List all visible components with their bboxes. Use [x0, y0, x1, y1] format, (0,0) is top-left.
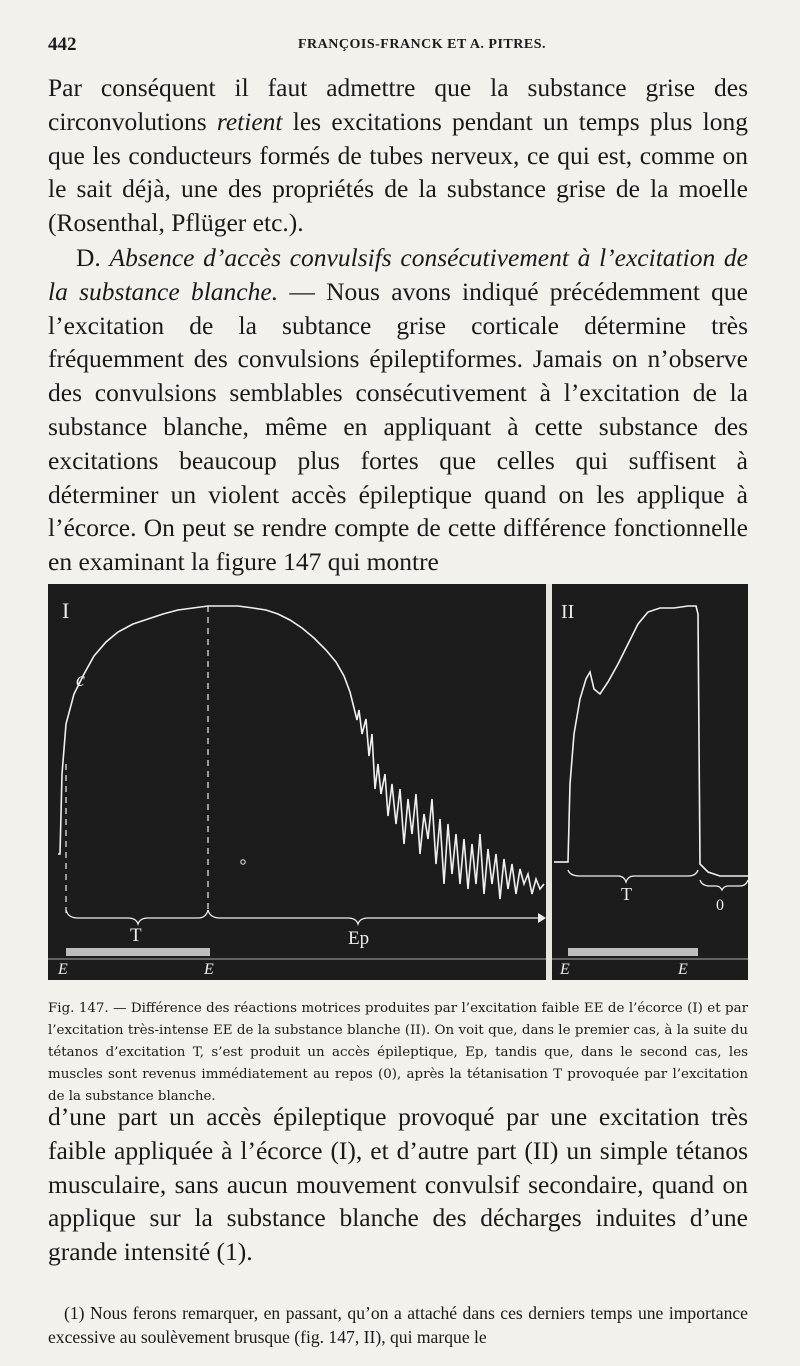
- label-e-right-2: E: [678, 961, 688, 978]
- paragraph-1: [48, 71, 748, 240]
- label-t-right: T: [621, 884, 632, 904]
- panel-left-background: [48, 584, 546, 980]
- label-ep: Ep: [348, 928, 370, 949]
- footnote-text: (1) Nous ferons remarquer, en passant, qu’on a attaché dans ces derniers temps une importance excessive au soulèvement brusque (fig. 147, II), qui marque le: [48, 1302, 748, 1347]
- paragraph-1-text-b: les excitations pendant un temps plus long que les conducteurs formés de tubes nerveux, ce qui est, comme on le sait déjà, une des propriétés de la substance grise de la moelle (Rosenthal, Pflüger etc.).: [48, 106, 748, 238]
- figure-147: [48, 584, 748, 980]
- label-t-left: T: [130, 925, 142, 946]
- paragraph-1-italic: retient: [216, 106, 283, 136]
- paragraph-2-body: — Nous avons indiqué précédemment que l’excitation de la subtance grise corticale détermine très fréquemment des convulsions épileptiformes. Jamais on n’observe des convulsions semblables consécutivement à l’excitation de la substance blanche, même en appliquant à cette substance des excitations beaucoup plus fortes que celles qui suffisent à déterminer un violent accès épileptique quand on les applique à l’écorce. On peut se rendre compte de cette différence fonctionnelle en examinant la figure 147 qui montre: [48, 276, 748, 577]
- footnote: [48, 1283, 748, 1366]
- label-zero: 0: [716, 897, 724, 914]
- paragraph-3: [48, 1100, 748, 1269]
- paragraph-1-text-a: Par conséquent il faut admettre que la substance grise des circonvolutions: [48, 73, 748, 136]
- section-heading: Absence d’accès convulsifs consécutivement à l’excitation de la substance blanche.: [48, 243, 748, 306]
- label-e-left-2: E: [204, 961, 214, 978]
- panel-left-label: I: [62, 598, 70, 623]
- signal-bar-left: [66, 948, 210, 956]
- page-header: [48, 34, 748, 58]
- section-letter: D.: [76, 243, 110, 272]
- panel-right-background: [552, 584, 748, 980]
- label-e-left-1: E: [58, 961, 68, 978]
- page-number: 442: [48, 34, 77, 55]
- caption-text: Fig. 147. — Différence des réactions motrices produites par l’excitation faible EE de l’écorce (I) et par l’excitation très-intense EE de la substance blanche (II). On voit que, dans le premier cas, à la suite du tétanos d’excitation T, s’est produit un accès épileptique, Ep, tandis que, dans le second cas, les muscles sont revenus immédiatement au repos (0), après la tétanisation T provoquée par l’excitation de la substance blanche.: [48, 1001, 748, 1105]
- label-e-right-1: E: [560, 961, 570, 978]
- curve-label-c: c: [76, 669, 85, 691]
- panel-right-label: II: [561, 601, 575, 623]
- signal-bar-right: [568, 948, 698, 956]
- paragraph-2: [48, 241, 748, 579]
- paragraph-3-text: d’une part un accès épileptique provoqué par une excitation très faible appliquée à l’écorce (I), et d’autre part (II) un simple tétanos musculaire, sans aucun mouvement convulsif secondaire, quand on applique sur la substance blanche des décharges induites d’une grande intensité (1).: [48, 1102, 748, 1267]
- running-title: FRANÇOIS-FRANCK ET A. PITRES.: [298, 37, 546, 52]
